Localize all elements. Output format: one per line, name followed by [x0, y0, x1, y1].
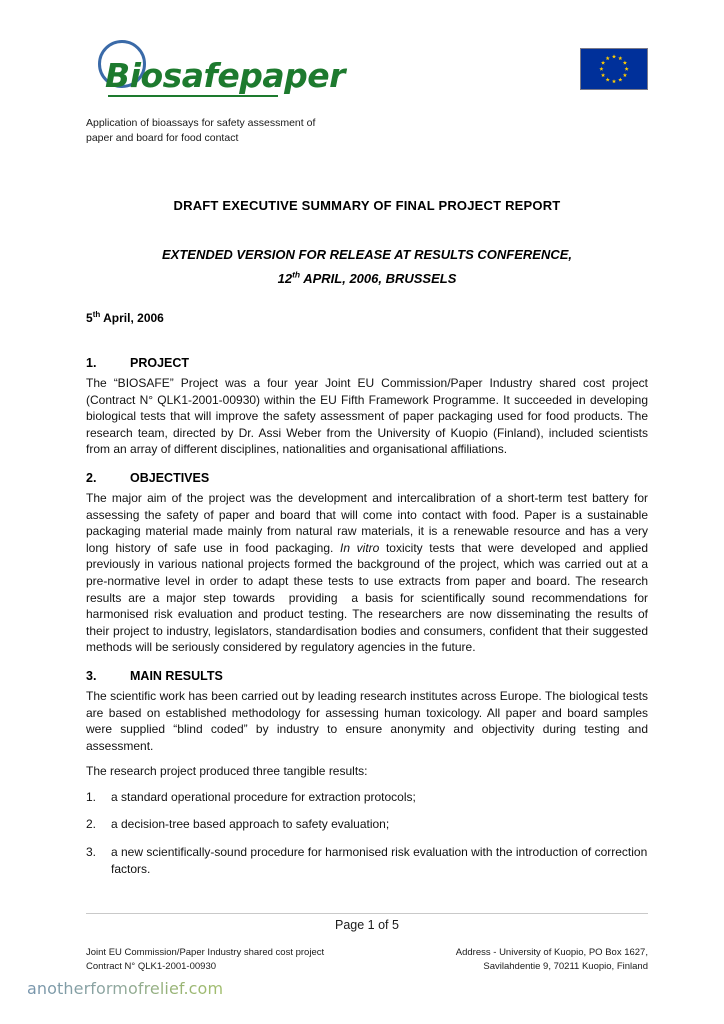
section-title: PROJECT — [130, 356, 190, 370]
footer-divider — [86, 913, 648, 914]
logo-mark — [86, 38, 345, 106]
eu-star-icon — [618, 56, 622, 60]
date-rest: April, 2006 — [100, 311, 164, 325]
site-watermark: anotherformofrelief.com — [27, 979, 224, 998]
logo-underline — [108, 95, 278, 97]
list-item — [86, 844, 648, 877]
footer-left-line-1: Joint EU Commission/Paper Industry shared cost project — [86, 947, 325, 958]
eu-star-icon — [618, 78, 622, 82]
list-item-number: 3. — [86, 845, 97, 860]
biosafepaper-logo — [86, 38, 386, 144]
subtitle-day-suffix: th — [292, 269, 301, 280]
eu-star-icon — [623, 73, 627, 77]
section-paragraph: The major aim of the project was the development and intercalibration of a short-term test battery for assessing the safety of paper and board that will come into contact with food. Paper is a sustainable packaging material made mainly from natural raw materials, it is a renewable resource and has a very long history of safe use in food packaging. In vitro toxicity tests that were developed and applied previously in various national projects formed the background of the project, which was carried out at a pre-normative level in order to adapt these tests to use extracts from paper and board. The research results are a major step towards providing a basis for scientifically sound recommendations for harmonised risk evaluation and product testing. The researchers are now disseminating the results of their project to industry, legislators, standardisation bodies and consumers, confident that their suggested methods will be seriously considered by regulatory agencies in the future. — [86, 490, 649, 655]
footer-left-block — [86, 946, 324, 974]
eu-star-icon — [599, 67, 603, 71]
section-number: 1. — [86, 356, 97, 370]
tagline-line-1: Application of bioassays for safety assessment of — [86, 117, 316, 129]
section-title: OBJECTIVES — [130, 470, 210, 485]
eu-star-icon — [606, 78, 610, 82]
footer-columns — [86, 946, 648, 974]
document-header — [86, 38, 648, 153]
eu-star-icon — [623, 61, 627, 65]
list-item-text: a standard operational procedure for extraction protocols; — [111, 789, 416, 804]
footer-right-block — [456, 946, 648, 974]
logo-tagline — [86, 116, 386, 146]
section-paragraph: The scientific work has been carried out by leading research institutes across Europe. The biological tests are based on established methodology for assessing human toxicology. All paper and board samples were supplied “blind coded” by industry to ensure anonymity and objectivity during testing and assessment. — [86, 688, 648, 753]
list-item-text: a decision-tree based approach to safety evaluation; — [111, 817, 390, 832]
eu-star-icon — [612, 79, 616, 83]
list-item-number: 1. — [86, 789, 97, 804]
date-day: 5 — [86, 311, 93, 325]
footer-left-line-2: Contract N° QLK1-2001-00930 — [86, 961, 217, 972]
list-item-text: a new scientifically-sound procedure for harmonised risk evaluation with the introduction of correction factors. — [111, 845, 648, 876]
list-item — [86, 789, 648, 806]
eu-star-icon — [606, 56, 610, 60]
eu-star-icon — [601, 73, 605, 77]
document-body — [86, 356, 648, 892]
section-paragraph: The research project produced three tangible results: — [86, 764, 368, 779]
european-union-flag-icon — [580, 48, 648, 90]
document-date — [86, 311, 164, 325]
section-number: 3. — [86, 668, 97, 683]
section-heading — [86, 471, 648, 485]
section-heading — [86, 669, 648, 683]
subtitle-day: 12 — [277, 271, 293, 286]
results-list — [86, 789, 648, 877]
eu-star-icon — [624, 67, 628, 71]
document-subtitle — [86, 243, 648, 291]
subtitle-rest: APRIL, 2006, BRUSSELS — [300, 271, 457, 286]
eu-stars-svg — [581, 49, 647, 89]
section-paragraph: The “BIOSAFE” Project was a four year Joint EU Commission/Paper Industry shared cost project (Contract N° QLK1-2001-00930) within the EU Fifth Framework Programme. It succeeded in developing biological tests that will improve the safety assessment of paper packaging used for food products. The research team, directed by Dr. Assi Weber from the University of Kuopio (Finland), included scientists from an array of different disciplines, nationalities and organisational affiliations. — [86, 376, 648, 457]
section-heading — [86, 356, 648, 370]
tagline-line-2: paper and board for food contact — [86, 132, 239, 144]
subtitle-line-1: EXTENDED VERSION FOR RELEASE AT RESULTS CONFERENCE, — [161, 247, 573, 262]
section-gap — [86, 888, 648, 892]
date-day-suffix: th — [92, 310, 101, 319]
section-number: 2. — [86, 470, 97, 485]
logo-wordmark: Biosafepaper — [105, 56, 345, 95]
eu-star-icon — [601, 61, 605, 65]
footer-right-line-2: Savilahdentie 9, 70211 Kuopio, Finland — [483, 961, 648, 972]
list-item — [86, 816, 648, 833]
list-item-number: 2. — [86, 817, 97, 832]
subtitle-line-2 — [86, 267, 648, 291]
footer-right-line-1: Address - University of Kuopio, PO Box 1627, — [455, 947, 648, 958]
page-number: Page 1 of 5 — [335, 918, 399, 932]
section-title: MAIN RESULTS — [130, 668, 223, 683]
eu-star-icon — [612, 54, 616, 58]
document-main-title: DRAFT EXECUTIVE SUMMARY OF FINAL PROJECT REPORT — [173, 198, 561, 213]
